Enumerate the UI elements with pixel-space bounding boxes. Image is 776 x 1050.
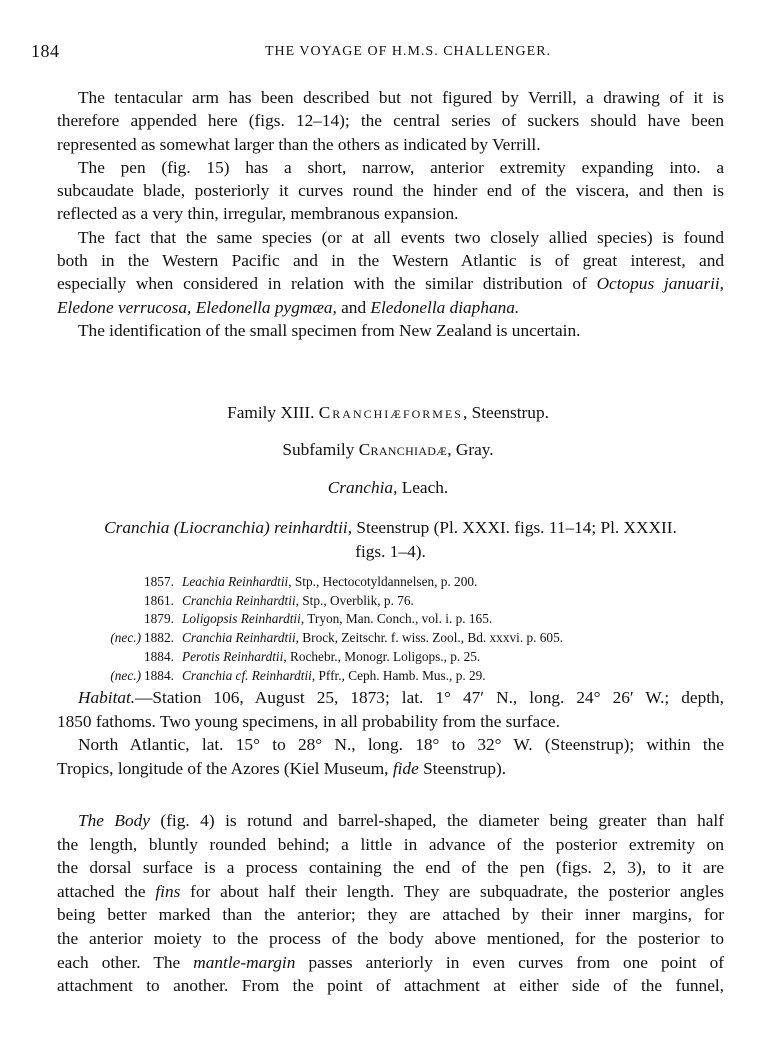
habitat-text: Steenstrup).: [418, 758, 507, 778]
body-line: [57, 951, 724, 975]
synonymy-name: Cranchia Reinhardtii: [182, 592, 296, 608]
heading-text: , Gray.: [447, 440, 494, 459]
body-text-run: attached the: [57, 881, 156, 901]
synonymy-prefix-text: (nec.): [110, 630, 141, 646]
habitat-section: [57, 686, 724, 780]
synonymy-year: 1879.: [144, 611, 174, 627]
habitat-text: Tropics, longitude of the Azores (Kiel Museum,: [57, 758, 393, 778]
intro-line: The tentacular arm has been described but not figured by Verrill, a drawing of it is: [78, 88, 724, 107]
intro-line: subcaudate blade, posteriorly it curves round the hinder end of the viscera, and then is: [57, 181, 724, 201]
body-text-run: (fig. 4) is rotund and barrel-shaped, the diameter being greater than half: [149, 811, 724, 830]
synonymy-year: 1882.: [144, 630, 174, 646]
body-line: the length, bluntly rounded behind; a little in advance of the posterior extremity on: [57, 834, 724, 854]
synonymy-entry: [96, 610, 656, 629]
synonymy-year: 1884.: [144, 648, 174, 664]
synonymy-name: Leachia Reinhardtii: [182, 574, 289, 589]
synonymy-ref: , Rochebr., Monogr. Loligops., p. 25.: [283, 648, 481, 664]
intro-line: [57, 296, 724, 319]
running-title: THE VOYAGE OF H.M.S. CHALLENGER.: [264, 44, 552, 59]
synonymy-ref: , Stp., Overblik, p. 76.: [295, 592, 414, 608]
family-name: Cranchiæformes: [318, 403, 463, 422]
synonymy-entry: [96, 648, 656, 667]
species-author: , Steenstrup (Pl. XXXI. figs. 11–14; Pl. XXXII.: [347, 518, 677, 537]
synonymy-year: 1884.: [144, 667, 174, 683]
synonymy-list: [96, 573, 656, 685]
body-text-run: for about half their length. They are subquadrate, the posterior angles: [180, 881, 724, 901]
body-line: attachment to another. From the point of attachment at either side of the funnel,: [57, 976, 724, 996]
fins-term: fins: [155, 881, 181, 901]
intro-line: reflected as a very thin, irregular, membranous expansion.: [57, 204, 459, 224]
intro-text-run: especially when considered in relation with the similar distribution of: [57, 274, 597, 294]
synonymy-entry: [96, 573, 656, 592]
synonymy-name: Cranchia cf. Reinhardtii: [182, 667, 312, 683]
intro-line: represented as somewhat larger than the others as indicated by Verrill.: [57, 134, 541, 154]
page-number: 184: [31, 41, 60, 61]
habitat-line: [57, 686, 724, 710]
taxon-name: Octopus januarii,: [596, 274, 724, 294]
body-label: The Body: [78, 811, 150, 830]
synonymy-prefix: [96, 648, 144, 667]
intro-text: [57, 86, 724, 342]
body-line: the anterior moiety to the process of the body above mentioned, for the posterior to: [57, 928, 724, 948]
synonymy-ref: , Brock, Zeitschr. f. wiss. Zool., Bd. xxxvi. p. 605.: [295, 630, 564, 646]
genus-name: Cranchia: [327, 478, 394, 497]
intro-text-run: and: [336, 297, 371, 317]
intro-line: both in the Western Pacific and in the Western Atlantic is of great interest, and: [57, 251, 724, 271]
synonymy-year: 1861.: [144, 592, 174, 608]
species-genus: Cranchia: [104, 518, 170, 537]
synonymy-name: Perotis Reinhardtii: [182, 648, 284, 664]
species-line: [57, 516, 724, 540]
taxon-name: Eledonella diaphana.: [370, 297, 520, 317]
synonymy-prefix-text: (nec.): [110, 667, 141, 683]
body-text-run: each other. The: [57, 952, 194, 972]
synonymy-year: 1857.: [144, 574, 174, 589]
subfamily-name: Cranchiadæ: [358, 440, 448, 459]
synonymy-prefix: [96, 573, 144, 592]
synonymy-name: Cranchia Reinhardtii: [182, 630, 296, 646]
body-line: [57, 809, 724, 833]
body-text-run: passes anteriorly in even curves from one point of: [295, 952, 724, 972]
body-line: being better marked than the anterior; they are attached by their inner margins, for: [57, 905, 724, 925]
habitat-text: —Station 106, August 25, 1873; lat. 1° 47′ N., long. 24° 26′ W.; depth,: [135, 688, 724, 707]
synonymy-prefix: [96, 629, 144, 648]
mantle-term: mantle-margin: [193, 952, 296, 972]
heading-text: Subfamily: [282, 440, 359, 459]
intro-line: [57, 272, 724, 295]
fide-word: fide: [392, 758, 419, 778]
body-line: the dorsal surface is a process containing the end of the pen (figs. 2, 3), to it are: [57, 858, 724, 878]
synonymy-prefix: [96, 592, 144, 611]
heading-text: Family XIII.: [227, 403, 319, 422]
species-line: figs. 1–4).: [355, 542, 426, 561]
synonymy-prefix: [96, 610, 144, 629]
synonymy-entry: [96, 629, 656, 648]
synonymy-entry: [96, 667, 656, 686]
taxon-name: Eledone verrucosa,: [57, 297, 192, 317]
heading-text: , Leach.: [393, 478, 449, 497]
genus-heading: [0, 478, 776, 498]
synonymy-ref: , Stp., Hectocotyldannelsen, p. 200.: [288, 574, 478, 589]
intro-line: The identification of the small specimen from New Zealand is uncertain.: [78, 320, 581, 340]
synonymy-entry: [96, 592, 656, 611]
synonymy-prefix: [96, 667, 144, 686]
taxon-name: Eledonella pygmæa,: [195, 297, 337, 317]
intro-line: The fact that the same species (or at all events two closely allied species) is found: [78, 227, 724, 247]
body-description: [57, 809, 724, 998]
habitat-line: North Atlantic, lat. 15° to 28° N., long. 18° to 32° W. (Steenstrup); within the: [78, 735, 724, 755]
intro-line: therefore appended here (figs. 12–14); the central series of suckers should have been: [57, 111, 724, 131]
family-heading: [0, 403, 776, 423]
subfamily-heading: [0, 440, 776, 460]
species-heading: [57, 516, 724, 564]
habitat-line: 1850 fathoms. Two young specimens, in all probability from the surface.: [57, 711, 560, 731]
species-name: (Liocranchia) reinhardtii: [173, 518, 348, 537]
habitat-label: Habitat.: [78, 688, 136, 707]
body-line: [57, 880, 724, 904]
habitat-line: [57, 757, 724, 781]
synonymy-ref: , Pffr., Ceph. Hamb. Mus., p. 29.: [311, 667, 486, 683]
synonymy-name: Loligopsis Reinhardtii: [182, 611, 301, 627]
synonymy-ref: , Tryon, Man. Conch., vol. i. p. 165.: [300, 611, 493, 627]
heading-text: , Steenstrup.: [462, 403, 549, 422]
intro-line: The pen (fig. 15) has a short, narrow, anterior extremity expanding into. a: [78, 157, 724, 177]
